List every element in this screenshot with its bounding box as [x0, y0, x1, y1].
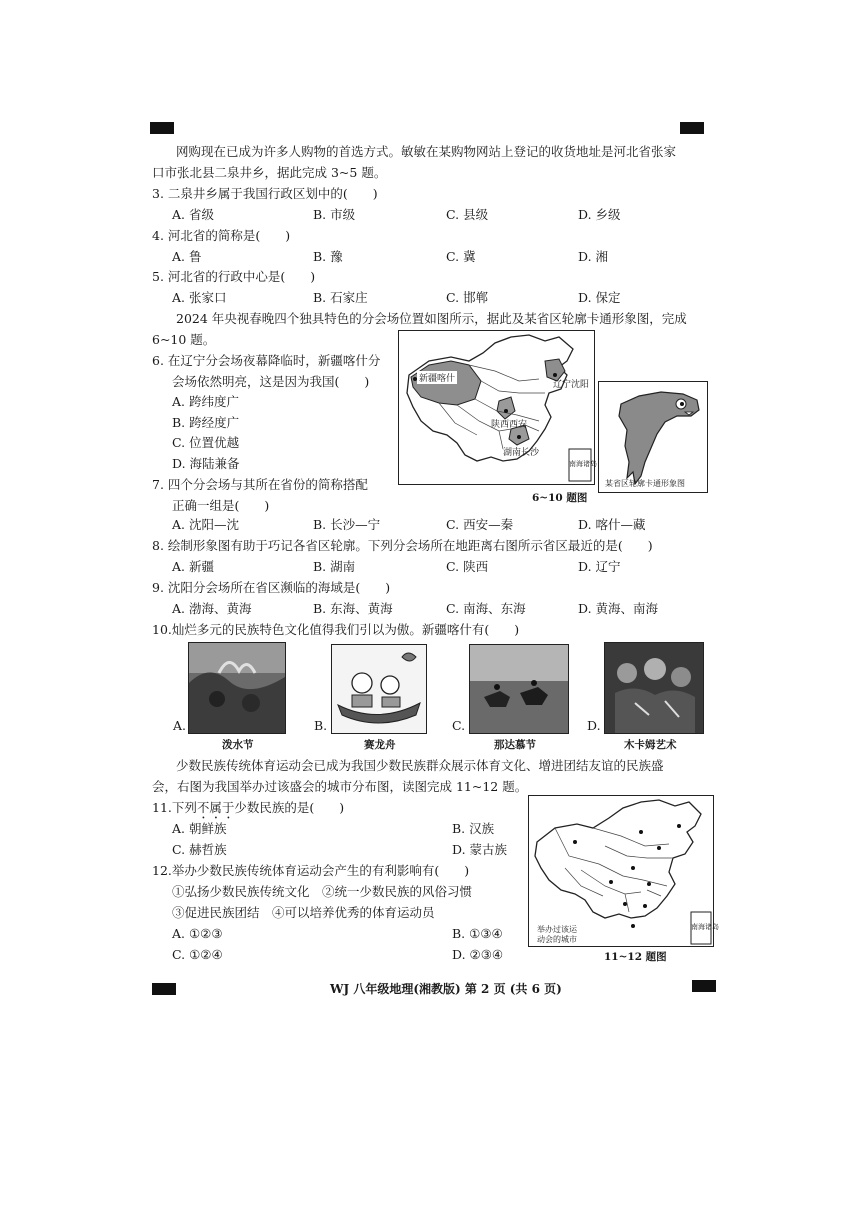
q12-option-b[interactable]: B. ①③④: [452, 926, 503, 941]
question-4-stem: 4. 河北省的简称是( ): [152, 228, 291, 243]
map2-south-china-sea-islands: 南海诸岛: [691, 923, 719, 931]
q10-option-c-caption: 那达慕节: [494, 739, 536, 751]
q6-option-a[interactable]: A. 跨纬度广: [172, 394, 239, 409]
q10-option-b-letter[interactable]: B.: [314, 718, 328, 733]
q3-option-d[interactable]: D. 乡级: [578, 207, 621, 222]
q11-stem-prefix: 11.下列: [152, 800, 197, 815]
question-9-stem: 9. 沈阳分会场所在省区濒临的海域是( ): [152, 580, 391, 595]
intro-6-10-line1: 2024 年央视春晚四个独具特色的分会场位置如图所示，据此及某省区轮廓卡通形象图，完成: [176, 311, 687, 326]
q12-option-a[interactable]: A. ①②③: [172, 926, 223, 941]
label-xinjiang-kashgar: 新疆喀什: [417, 371, 457, 384]
q7-option-d[interactable]: D. 喀什—藏: [578, 517, 646, 532]
q11-option-b[interactable]: B. 汉族: [452, 821, 495, 836]
intro-11-12-line2: 会，右图为我国举办过该盛会的城市分布图，读图完成 11~12 题。: [152, 779, 528, 794]
registration-mark-top-right: [680, 122, 704, 134]
q9-option-d[interactable]: D. 黄海、南海: [578, 601, 659, 616]
q8-option-d[interactable]: D. 辽宁: [578, 559, 621, 574]
question-6-stem-line2: 会场依然明亮，这是因为我国( ): [172, 374, 370, 389]
q9-option-c[interactable]: C. 南海、东海: [446, 601, 526, 616]
intro-3-5-line2: 口市张北县二泉井乡，据此完成 3~5 题。: [152, 165, 387, 180]
q11-stem-suffix: 少数民族的是( ): [234, 800, 345, 815]
horse-racing-photo-icon: [470, 645, 568, 733]
q8-option-a[interactable]: A. 新疆: [172, 559, 214, 574]
q12-statement-line2: ③促进民族团结 ④可以培养优秀的体育运动员: [172, 905, 435, 920]
q10-option-c-image[interactable]: [469, 644, 569, 734]
q4-option-b[interactable]: B. 豫: [313, 249, 343, 264]
q3-option-c[interactable]: C. 县级: [446, 207, 489, 222]
q8-option-b[interactable]: B. 湖南: [313, 559, 356, 574]
q6-option-c[interactable]: C. 位置优越: [172, 435, 240, 450]
label-shaanxi-xian: 陕西西安: [491, 420, 528, 430]
question-8-stem: 8. 绘制形象图有助于巧记各省区轮廓。下列分会场所在地距离右图所示省区最近的是( ): [152, 538, 653, 553]
q12-statement-line1: ①弘扬少数民族传统文化 ②统一少数民族的风俗习惯: [172, 884, 473, 899]
map-11-12-caption: 11~12 题图: [604, 951, 667, 963]
sports-meet-cities-map: [528, 795, 719, 947]
shark-cartoon-icon: [599, 382, 707, 492]
question-10-stem: 10.灿烂多元的民族特色文化值得我们引以为傲。新疆喀什有( ): [152, 622, 520, 637]
question-11-stem: [152, 799, 344, 822]
q10-option-c-letter[interactable]: C.: [452, 718, 466, 733]
q10-option-a-letter[interactable]: A.: [173, 718, 187, 733]
question-7-stem-line1: 7. 四个分会场与其所在省份的简称搭配: [152, 477, 368, 492]
q4-option-d[interactable]: D. 湘: [578, 249, 609, 264]
q5-option-a[interactable]: A. 张家口: [172, 290, 227, 305]
label-south-china-sea-islands: 南海诸岛: [569, 460, 597, 468]
question-5-stem: 5. 河北省的行政中心是( ): [152, 269, 316, 284]
q5-option-b[interactable]: B. 石家庄: [313, 290, 368, 305]
china-venue-map: [398, 330, 595, 485]
q3-option-b[interactable]: B. 市级: [313, 207, 356, 222]
registration-mark-top-left: [150, 122, 174, 134]
map-6-10-caption: 6~10 题图: [532, 492, 588, 504]
label-hunan-changsha: 湖南长沙: [503, 448, 540, 458]
q10-option-a-image[interactable]: [188, 642, 286, 734]
question-12-stem: 12.举办少数民族传统体育运动会产生的有利影响有( ): [152, 863, 470, 878]
intro-6-10-line2: 6~10 题。: [152, 332, 216, 347]
q10-option-d-caption: 木卡姆艺术: [624, 739, 677, 751]
q11-stem-emphasis: 不属于: [196, 800, 235, 815]
q6-option-b[interactable]: B. 跨经度广: [172, 415, 240, 430]
q12-option-d[interactable]: D. ②③④: [452, 947, 504, 962]
question-3-stem: 3. 二泉井乡属于我国行政区划中的( ): [152, 186, 378, 201]
dragon-boat-cartoon-icon: [332, 645, 426, 733]
q10-option-a-caption: 泼水节: [222, 739, 254, 751]
intro-3-5-line1: 网购现在已成为许多人购物的首选方式。敏敏在某购物网站上登记的收货地址是河北省张家: [176, 144, 677, 159]
q7-option-b[interactable]: B. 长沙—宁: [313, 517, 381, 532]
province-cartoon-figure: [598, 381, 708, 493]
question-6-stem-line1: 6. 在辽宁分会场夜幕降临时，新疆喀什分: [152, 353, 381, 368]
q11-option-c[interactable]: C. 赫哲族: [172, 842, 227, 857]
water-splashing-photo-icon: [189, 643, 285, 733]
cartoon-caption: 某省区轮廓卡通形象图: [605, 479, 685, 488]
q9-option-b[interactable]: B. 东海、黄海: [313, 601, 393, 616]
q10-option-d-letter[interactable]: D.: [587, 718, 601, 733]
q7-option-a[interactable]: A. 沈阳—沈: [172, 517, 239, 532]
q8-option-c[interactable]: C. 陕西: [446, 559, 489, 574]
registration-mark-bottom-right: [692, 980, 716, 992]
q7-option-c[interactable]: C. 西安—秦: [446, 517, 514, 532]
q4-option-a[interactable]: A. 鲁: [172, 249, 202, 264]
q10-option-d-image[interactable]: [604, 642, 704, 734]
q12-option-c[interactable]: C. ①②④: [172, 947, 223, 962]
q5-option-d[interactable]: D. 保定: [578, 290, 621, 305]
label-liaoning-shenyang: 辽宁沈阳: [553, 380, 590, 390]
q10-option-b-image[interactable]: [331, 644, 427, 734]
page-footer: WJ 八年级地理(湘教版) 第 2 页 (共 6 页): [330, 982, 562, 996]
registration-mark-bottom-left: [152, 983, 176, 995]
q11-option-a[interactable]: A. 朝鲜族: [172, 821, 227, 836]
q3-option-a[interactable]: A. 省级: [172, 207, 214, 222]
china-outline-map: [399, 331, 594, 484]
q9-option-a[interactable]: A. 渤海、黄海: [172, 601, 252, 616]
muqam-performance-photo-icon: [605, 643, 703, 733]
q11-option-d[interactable]: D. 蒙古族: [452, 842, 508, 857]
question-7-stem-line2: 正确一组是( ): [172, 498, 270, 513]
map2-legend-line1: 举办过该运: [537, 925, 577, 934]
map2-legend-line2: 动会的城市: [537, 935, 577, 944]
q5-option-c[interactable]: C. 邯郸: [446, 290, 489, 305]
q6-option-d[interactable]: D. 海陆兼备: [172, 456, 240, 471]
q4-option-c[interactable]: C. 冀: [446, 249, 476, 264]
intro-11-12-line1: 少数民族传统体育运动会已成为我国少数民族群众展示体育文化、增进团结友谊的民族盛: [176, 758, 664, 773]
q10-option-b-caption: 赛龙舟: [364, 739, 396, 751]
